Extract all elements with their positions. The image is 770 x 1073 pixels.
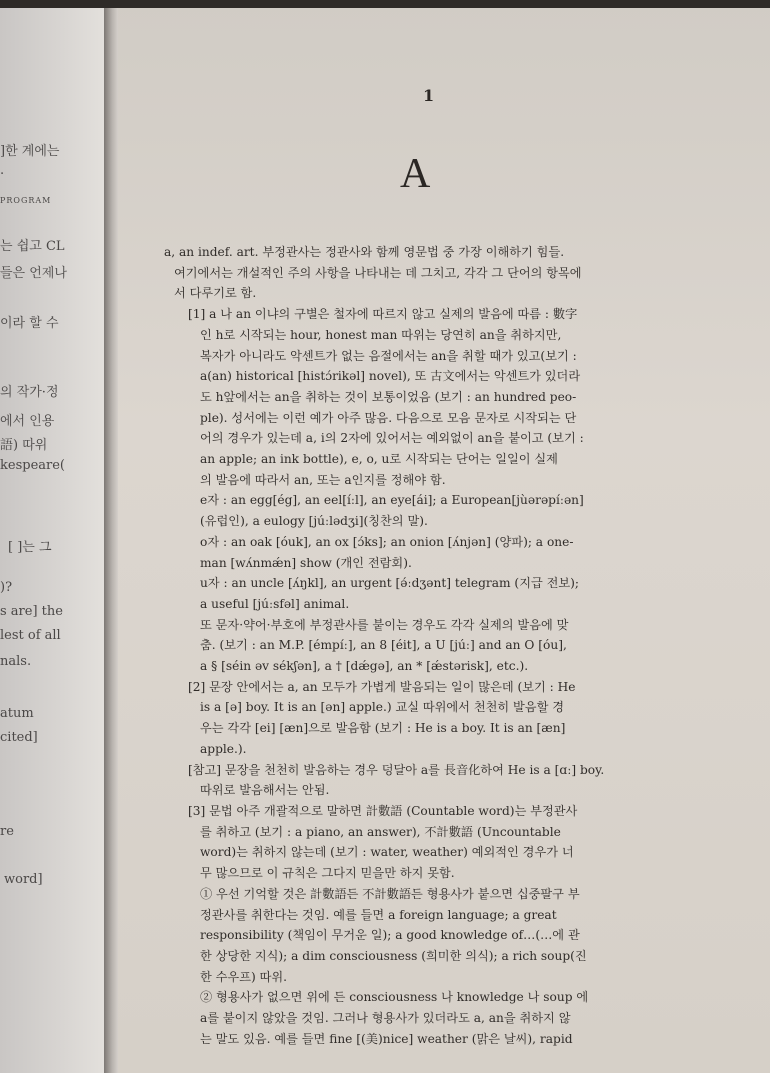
left-page-fragment: 語) 따위 [0,438,48,453]
entry-line: 여기에서는 개설적인 주의 사항을 나타내는 데 그치고, 각각 그 단어의 항목에 [174,265,582,280]
entry-line: 인 h로 시작되는 hour, honest man 따위는 당연히 an을 취하지만, [200,327,562,342]
entry-line: 는 말도 있음. 예를 들면 fine [(美)nice] weather (맑은 날씨), rapid [200,1031,573,1046]
page-number: 1 [423,86,435,105]
entry-line: u자 : an uncle [ʌ́ŋkl], an urgent [ə́ːdʒənt] telegram (지급 전보); [200,576,580,591]
entry-line: 우는 각각 [ei] [æn]으로 발음함 (보기 : He is a boy. It is an [æn] [200,721,566,736]
entry-line: 따위로 발음해서는 안됨. [200,783,330,798]
left-page-fragment: 에서 인용 [0,414,55,429]
entry-line: 도 h앞에서는 an을 취하는 것이 보통이었음 (보기 : an hundred peo- [200,389,577,404]
entry-line: 어의 경우가 있는데 a, i의 2자에 있어서는 예외없이 an을 붙이고 (보기 : [200,431,584,446]
entry-line: a, an indef. art. 부정관사는 정관사와 함께 영문법 중 가장 이해하기 힘들. [164,245,565,259]
entry-line: 서 다루기로 함. [174,286,257,301]
left-page-fragment: cited] [0,730,38,745]
left-page-fragment: . [0,163,5,178]
entry-line: (유럽인), a eulogy [júːlədʒi](칭찬의 말). [200,514,428,529]
entry-line: 한 수우프) 따위. [200,969,288,984]
entry-line: a useful [júːsfəl] animal. [200,596,350,611]
right-page [112,0,770,1073]
entry-line: 또 문자·약어·부호에 부정관사를 붙이는 경우도 각각 실제의 발음에 맞 [200,617,569,632]
entry-line: 의 발음에 따라서 an, 또는 a인지를 정해야 함. [200,472,446,487]
entry-line: e자 : an egg[ég], an eel[íːl], an eye[ái]; a European[jùərəpíːən] [200,493,584,508]
left-page-fragment: ]한 계에는 [0,144,60,159]
left-page-fragment: kespeare( [0,458,65,473]
entry-line: ② 형용사가 없으면 위에 든 consciousness 나 knowledge 나 soup 에 [200,990,589,1005]
left-page-fragment: word] [4,872,43,887]
entry-line: responsibility (책임이 무거운 일); a good knowledge of…(…에 관 [200,928,580,943]
left-page-fragment: [ ]는 그 [8,540,52,555]
entry-line: a를 붙이지 않았을 것임. 그러나 형용사가 있더라도 a, an을 취하지 않 [200,1011,571,1026]
left-page-fragment: nals. [0,654,32,669]
entry-line: word)는 취하지 않는데 (보기 : water, weather) 예외적인 경우가 너 [200,845,574,860]
entry-line: a § [séin əv sékʃən], a † [dǽgə], an * [ǽstərisk], etc.). [200,659,529,674]
entry-line: an apple; an ink bottle), e, o, u로 시작되는 단어는 일일이 실제 [200,452,558,467]
left-page-fragment: 의 작가·정 [0,385,59,400]
left-page [0,0,104,1073]
section-heading: A [400,151,431,197]
entry-line: 한 상당한 지식); a dim consciousness (희미한 의식); a rich soup(진 [200,948,587,963]
entry-line: 복자가 아니라도 악센트가 없는 음절에서는 an을 취할 때가 있고(보기 : [200,348,577,363]
left-page-fragment: atum [0,706,34,721]
left-page-fragment: re [0,824,14,839]
left-page-fragment: 들은 언제나 [0,266,67,281]
entry-line: 춤. (보기 : an M.P. [émpíː], an 8 [éit], a U [júː] and an O [óu], [200,638,567,653]
left-page-fragment: s are] the [0,604,63,619]
entry-line: 를 취하고 (보기 : a piano, an answer), 不計數語 (Uncountable [200,824,561,839]
entry-line: apple.). [200,741,247,756]
entry-line: a(an) historical [histɔ́rikəl] novel), 또 古文에서는 악센트가 있더라 [200,369,581,384]
entry-line: [3] 문법 아주 개괄적으로 말하면 計數語 (Countable word)는 부정관사 [188,803,578,818]
book-gutter [104,0,118,1073]
entry-line: [1] a 나 an 이냐의 구별은 철자에 따르지 않고 실제의 발음에 따름 : 數字 [188,307,578,322]
entry-line: 정관사를 취한다는 것임. 예를 들면 a foreign language; a great [200,907,557,922]
entry-line: is a [ə] boy. It is an [ən] apple.) 교실 따위에서 천천히 발음할 경 [200,700,564,715]
left-page-fragment: 이라 할 수 [0,316,59,331]
entry-body [164,242,756,1049]
left-page-fragment: PROGRAM [0,196,52,205]
entry-line: 무 많으므로 이 규칙은 그다지 믿을만 하지 못함. [200,866,455,881]
left-page-fragment: lest of all [0,628,61,643]
top-shadow [0,0,770,8]
entry-line: ple). 성서에는 이런 예가 아주 많음. 다음으로 모음 문자로 시작되는 단 [200,410,577,425]
left-page-fragment: 는 쉽고 CL [0,239,65,254]
entry-line: [참고] 문장을 천천히 발음하는 경우 덩달아 a를 長音化하여 He is a [ɑː] boy. [188,762,605,777]
entry-line: [2] 문장 안에서는 a, an 모두가 가볍게 발음되는 일이 많은데 (보기 : He [188,679,576,694]
entry-line: ① 우선 기억할 것은 計數語든 不計數語든 형용사가 붙으면 십중팔구 부 [200,886,580,901]
left-page-fragment: )? [0,580,13,595]
entry-line: o자 : an oak [óuk], an ox [ɔ́ks]; an onion [ʌ́njən] (양파); a one- [200,534,574,549]
entry-line: man [wʌ́nmǽn] show (개인 전람회). [200,555,412,570]
